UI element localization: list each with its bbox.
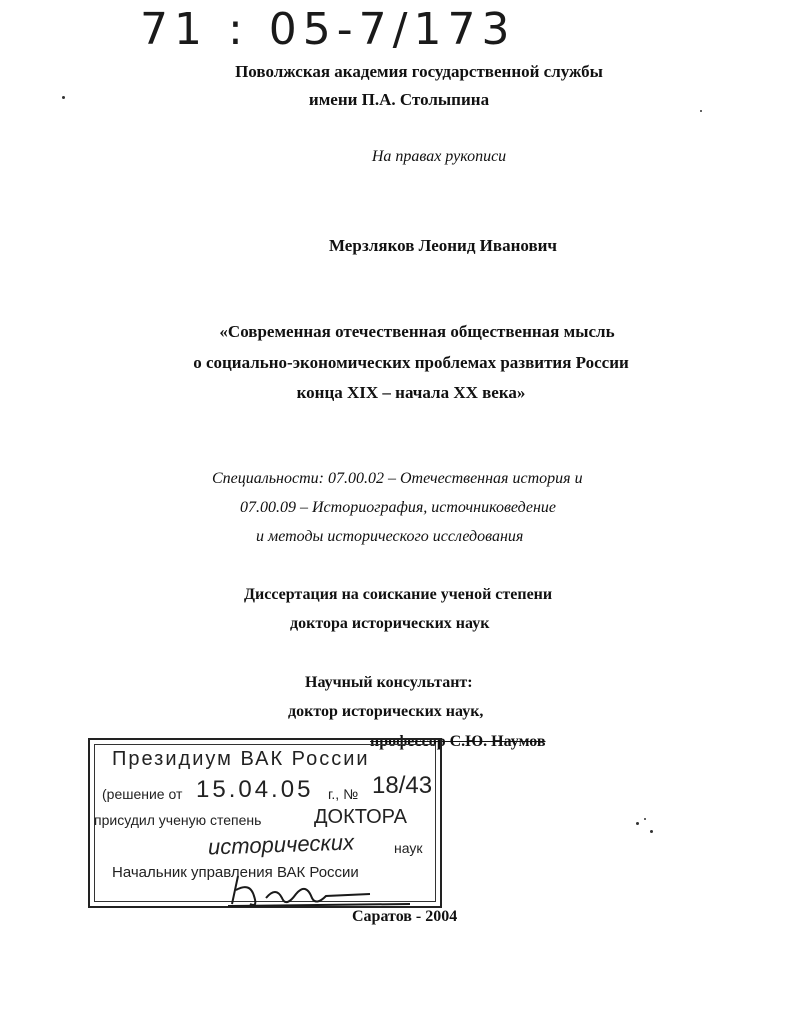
consultant-heading: Научный консультант: — [305, 674, 473, 691]
archive-code: 71 : 05-7/173 — [140, 4, 516, 55]
degree-line1: Диссертация на соискание ученой степени — [244, 586, 553, 603]
academy-name-line1: Поволжская академия государственной службы — [235, 62, 603, 81]
specialty-line1: Специальности: 07.00.02 – Отечественная история и — [212, 470, 583, 487]
academy-name-line2: имени П.А. Столыпина — [308, 90, 490, 109]
stamp-org: Президиум ВАК России — [112, 748, 370, 770]
scan-speck — [700, 110, 702, 112]
dissertation-title-line1: «Современная отечественная общественная мысль — [219, 322, 615, 341]
consultant-name: профессор С.Ю. Наумов — [370, 733, 546, 750]
stamp-year-suffix: г., № — [328, 786, 359, 802]
stamp-official: Начальник управления ВАК России — [112, 864, 359, 881]
author-name: Мерзляков Леонид Иванович — [328, 236, 558, 255]
specialty-line2: 07.00.09 – Историография, источниковедение — [240, 499, 557, 516]
manuscript-note: На правах рукописи — [371, 148, 507, 165]
signature — [220, 868, 420, 912]
scan-speck — [650, 830, 653, 833]
consultant-degree: доктор исторических наук, — [288, 703, 484, 720]
stamp-field-suffix: наук — [394, 840, 423, 856]
stamp-awarded-prefix: присудил ученую степень — [94, 812, 262, 828]
stamp-decision-prefix: (решение от — [102, 786, 183, 802]
degree-line2: доктора исторических наук — [290, 615, 490, 632]
vak-stamp — [88, 738, 442, 908]
scan-speck — [62, 96, 65, 99]
dissertation-title-line2: о социально-экономических проблемах развития России — [193, 353, 629, 372]
place-and-year: Саратов - 2004 — [352, 908, 458, 925]
dissertation-title-line3: конца XIX – начала XX века» — [296, 383, 526, 402]
specialty-line3: и методы исторического исследования — [256, 528, 524, 545]
stamp-degree-word: ДОКТОРА — [314, 806, 407, 828]
scan-speck — [636, 822, 639, 825]
stamp-decision-number: 18/43 — [372, 772, 433, 799]
stamp-field-handwritten: исторических — [207, 829, 355, 860]
scan-speck — [644, 818, 646, 820]
stamp-decision-date: 15.04.05 — [196, 776, 314, 803]
